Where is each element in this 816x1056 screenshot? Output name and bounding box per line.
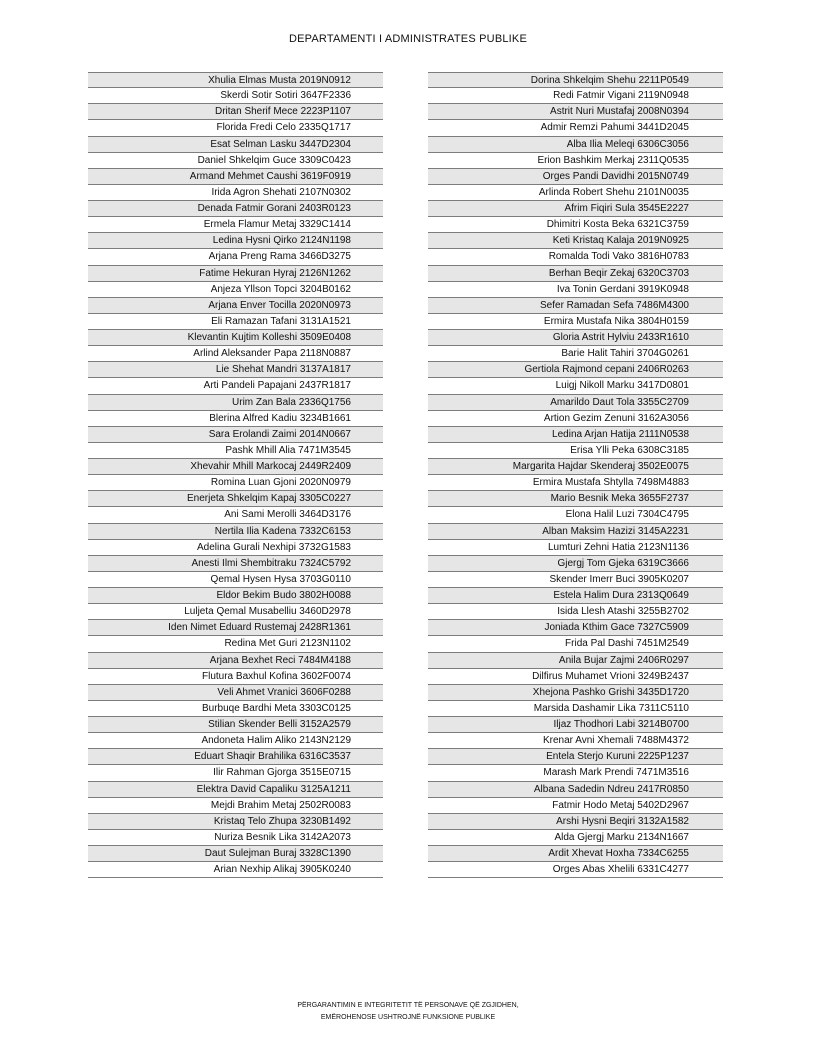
list-row: Enerjeta Shkelqim Kapaj 3305C0227 [88,491,383,507]
list-row: Stilian Skender Belli 3152A2579 [88,717,383,733]
list-row: Pashk Mhill Alia 7471M3545 [88,443,383,459]
page-footer [0,1000,816,1024]
list-row: Armand Mehmet Caushi 3619F0919 [88,169,383,185]
list-row: Ledina Hysni Qirko 2124N1198 [88,233,383,249]
list-row: Arlind Aleksander Papa 2118N0887 [88,346,383,362]
list-row: Margarita Hajdar Skenderaj 3502E0075 [428,459,723,475]
list-row: Elektra David Capaliku 3125A1211 [88,782,383,798]
list-row: Romalda Todi Vako 3816H0783 [428,249,723,265]
list-row: Xhevahir Mhill Markocaj 2449R2409 [88,459,383,475]
list-row: Veli Ahmet Vranici 3606F0288 [88,685,383,701]
list-row: Artion Gezim Zenuni 3162A3056 [428,411,723,427]
list-row: Gjergj Tom Gjeka 6319C3666 [428,556,723,572]
list-row: Eduart Shaqir Brahilika 6316C3537 [88,749,383,765]
list-row: Alban Maksim Hazizi 3145A2231 [428,524,723,540]
list-row: Iljaz Thodhori Labi 3214B0700 [428,717,723,733]
list-row: Romina Luan Gjoni 2020N0979 [88,475,383,491]
list-row: Marsida Dashamir Lika 7311C5110 [428,701,723,717]
list-row: Skender Imerr Buci 3905K0207 [428,572,723,588]
list-row: Arjana Enver Tocilla 2020N0973 [88,298,383,314]
list-row: Dilfirus Muhamet Vrioni 3249B2437 [428,669,723,685]
list-row: Ermira Mustafa Nika 3804H0159 [428,314,723,330]
list-row: Fatmir Hodo Metaj 5402D2967 [428,798,723,814]
list-row: Dhimitri Kosta Beka 6321C3759 [428,217,723,233]
list-row: Andoneta Halim Aliko 2143N2129 [88,733,383,749]
list-row: Xhulia Elmas Musta 2019N0912 [88,72,383,88]
list-row: Dorina Shkelqim Shehu 2211P0549 [428,72,723,88]
list-row: Arjana Bexhet Reci 7484M4188 [88,653,383,669]
list-row: Klevantin Kujtim Kolleshi 3509E0408 [88,330,383,346]
right-name-list [428,72,723,878]
list-row: Krenar Avni Xhemali 7488M4372 [428,733,723,749]
list-row: Afrim Fiqiri Sula 3545E2227 [428,201,723,217]
list-row: Iva Tonin Gerdani 3919K0948 [428,282,723,298]
list-row: Daut Sulejman Buraj 3328C1390 [88,846,383,862]
footer-line-2: EMËROHENOSE USHTROJNË FUNKSIONE PUBLIKE [320,1014,496,1021]
list-row: Skerdi Sotir Sotiri 3647F2336 [88,88,383,104]
list-row: Amarildo Daut Tola 3355C2709 [428,395,723,411]
list-row: Dritan Sherif Mece 2223P1107 [88,104,383,120]
list-row: Marash Mark Prendi 7471M3516 [428,765,723,781]
list-row: Joniada Kthim Gace 7327C5909 [428,620,723,636]
list-row: Orges Abas Xhelili 6331C4277 [428,862,723,878]
list-row: Redi Fatmir Vigani 2119N0948 [428,88,723,104]
list-row: Sara Erolandi Zaimi 2014N0667 [88,427,383,443]
list-row: Sefer Ramadan Sefa 7486M4300 [428,298,723,314]
list-row: Alda Gjergj Marku 2134N1667 [428,830,723,846]
list-row: Luljeta Qemal Musabelliu 3460D2978 [88,604,383,620]
list-row: Fatime Hekuran Hyraj 2126N1262 [88,266,383,282]
list-row: Ani Sami Merolli 3464D3176 [88,507,383,523]
list-row: Irida Agron Shehati 2107N0302 [88,185,383,201]
list-row: Ermira Mustafa Shtylla 7498M4883 [428,475,723,491]
list-row: Ilir Rahman Gjorga 3515E0715 [88,765,383,781]
list-row: Nertila Ilia Kadena 7332C6153 [88,524,383,540]
list-row: Orges Pandi Davidhi 2015N0749 [428,169,723,185]
list-row: Keti Kristaq Kalaja 2019N0925 [428,233,723,249]
list-row: Arlinda Robert Shehu 2101N0035 [428,185,723,201]
footer-line-1: PËRGARANTIMIN E INTEGRITETIT TË PERSONAVE QË ZGJIDHEN, [297,1002,519,1009]
list-row: Kristaq Telo Zhupa 3230B1492 [88,814,383,830]
list-row: Redina Met Guri 2123N1102 [88,636,383,652]
list-row: Anila Bujar Zajmi 2406R0297 [428,653,723,669]
list-row: Isida Llesh Atashi 3255B2702 [428,604,723,620]
list-row: Xhejona Pashko Grishi 3435D1720 [428,685,723,701]
list-row: Eli Ramazan Tafani 3131A1521 [88,314,383,330]
list-row: Estela Halim Dura 2313Q0649 [428,588,723,604]
list-row: Eldor Bekim Budo 3802H0088 [88,588,383,604]
list-row: Admir Remzi Pahumi 3441D2045 [428,120,723,136]
list-row: Esat Selman Lasku 3447D2304 [88,137,383,153]
list-row: Adelina Gurali Nexhipi 3732G1583 [88,540,383,556]
page-title: DEPARTAMENTI I ADMINISTRATES PUBLIKE [288,33,528,45]
left-name-list [88,72,383,878]
list-row: Frida Pal Dashi 7451M2549 [428,636,723,652]
list-row: Arshi Hysni Beqiri 3132A1582 [428,814,723,830]
list-row: Gertiola Rajmond cepani 2406R0263 [428,362,723,378]
list-row: Arian Nexhip Alikaj 3905K0240 [88,862,383,878]
list-row: Alba Ilia Meleqi 6306C3056 [428,137,723,153]
list-row: Elona Halil Luzi 7304C4795 [428,507,723,523]
list-row: Erion Bashkim Merkaj 2311Q0535 [428,153,723,169]
list-row: Arti Pandeli Papajani 2437R1817 [88,378,383,394]
list-row: Blerina Alfred Kadiu 3234B1661 [88,411,383,427]
list-row: Ermela Flamur Metaj 3329C1414 [88,217,383,233]
list-row: Florida Fredi Celo 2335Q1717 [88,120,383,136]
list-row: Erisa Ylli Peka 6308C3185 [428,443,723,459]
list-row: Astrit Nuri Mustafaj 2008N0394 [428,104,723,120]
list-row: Anesti Ilmi Shembitraku 7324C5792 [88,556,383,572]
list-row: Ardit Xhevat Hoxha 7334C6255 [428,846,723,862]
list-row: Mario Besnik Meka 3655F2737 [428,491,723,507]
list-row: Denada Fatmir Gorani 2403R0123 [88,201,383,217]
list-row: Albana Sadedin Ndreu 2417R0850 [428,782,723,798]
list-row: Mejdi Brahim Metaj 2502R0083 [88,798,383,814]
list-row: Iden Nimet Eduard Rustemaj 2428R1361 [88,620,383,636]
list-row: Luigj Nikoll Marku 3417D0801 [428,378,723,394]
list-row: Burbuqe Bardhi Meta 3303C0125 [88,701,383,717]
list-row: Gloria Astrit Hylviu 2433R1610 [428,330,723,346]
list-row: Urim Zan Bala 2336Q1756 [88,395,383,411]
list-row: Arjana Preng Rama 3466D3275 [88,249,383,265]
list-row: Ledina Arjan Hatija 2111N0538 [428,427,723,443]
list-row: Lumturi Zehni Hatia 2123N1136 [428,540,723,556]
list-row: Entela Sterjo Kuruni 2225P1237 [428,749,723,765]
list-row: Berhan Beqir Zekaj 6320C3703 [428,266,723,282]
list-row: Barie Halit Tahiri 3704G0261 [428,346,723,362]
list-row: Daniel Shkelqim Guce 3309C0423 [88,153,383,169]
list-row: Nuriza Besnik Lika 3142A2073 [88,830,383,846]
list-row: Flutura Baxhul Kofina 3602F0074 [88,669,383,685]
list-row: Qemal Hysen Hysa 3703G0110 [88,572,383,588]
list-row: Anjeza Yllson Topci 3204B0162 [88,282,383,298]
list-row: Lie Shehat Mandri 3137A1817 [88,362,383,378]
